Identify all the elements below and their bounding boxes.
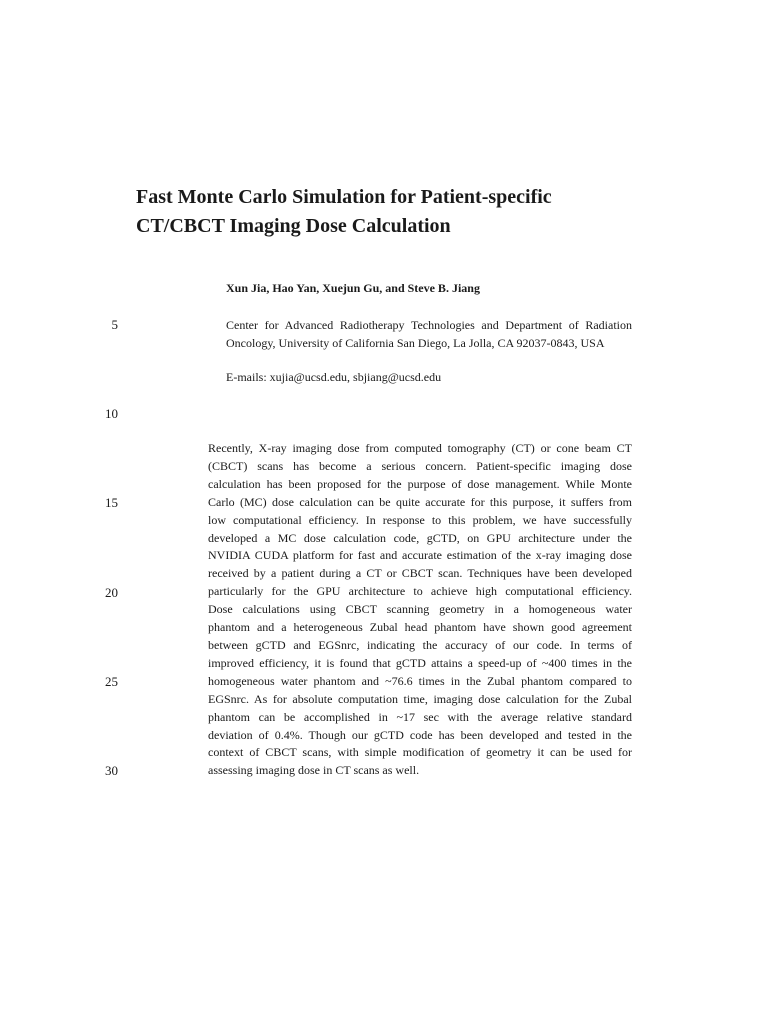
line-number: 15 — [105, 495, 118, 510]
author-list: Xun Jia, Hao Yan, Xuejun Gu, and Steve B. Jiang — [226, 281, 480, 295]
author-emails: E-mails: xujia@ucsd.edu, sbjiang@ucsd.edu — [226, 370, 442, 384]
line-number: 25 — [105, 674, 118, 689]
line-number: 10 — [105, 406, 118, 421]
abstract-line: received by a patient during a CT or CBCT scan. Techniques have been developed — [208, 566, 632, 581]
paper-title — [136, 183, 656, 241]
abstract — [208, 440, 632, 780]
abstract-line: context of CBCT scans, with simple modification of geometry it can be used for — [208, 745, 632, 760]
abstract-line: improved efficiency, it is found that gCTD attains a speed-up of ~400 times in the — [208, 655, 632, 670]
abstract-line: EGSnrc. As for absolute computation time, imaging dose calculation for the Zubal — [208, 691, 632, 706]
line-number: 20 — [105, 585, 118, 600]
abstract-line: Dose calculations using CBCT scanning geometry in a homogeneous water — [208, 602, 632, 617]
abstract-line: calculation has been proposed for the purpose of dose management. While Monte — [208, 476, 632, 491]
abstract-line: homogeneous water phantom and ~76.6 times in the Zubal phantom compared to — [208, 673, 632, 688]
abstract-line: Carlo (MC) dose calculation can be quite accurate for this purpose, it suffers from — [208, 494, 632, 509]
line-number: 30 — [105, 763, 118, 778]
title-line-2: CT/CBCT Imaging Dose Calculation — [136, 215, 451, 237]
abstract-line: assessing imaging dose in CT scans as well. — [208, 763, 420, 778]
abstract-line: NVIDIA CUDA platform for fast and accurate estimation of the x-ray imaging dose — [208, 548, 632, 563]
abstract-line: deviation of 0.4%. Though our gCTD code has been developed and tested in the — [208, 727, 632, 742]
abstract-line: Recently, X-ray imaging dose from computed tomography (CT) or cone beam CT — [208, 441, 632, 455]
abstract-line: between gCTD and EGSnrc, indicating the accuracy of our code. In terms of — [208, 637, 632, 652]
abstract-line: (CBCT) scans has become a serious concern. Patient-specific imaging dose — [208, 458, 632, 473]
abstract-line: phantom can be accomplished in ~17 sec with the average relative standard — [208, 709, 632, 724]
abstract-line: low computational efficiency. In response to this problem, we have successfully — [208, 512, 632, 527]
title-line-1: Fast Monte Carlo Simulation for Patient-specific — [136, 186, 552, 208]
affiliation: Center for Advanced Radiotherapy Technologies and Department of Radiation Oncology, University of California San Diego, La Jolla, CA 92037-0843, USA — [226, 318, 632, 350]
abstract-line: developed a MC dose calculation code, gCTD, on GPU architecture under the — [208, 530, 632, 545]
line-number: 5 — [111, 317, 118, 332]
abstract-line: phantom and a heterogeneous Zubal head phantom have shown good agreement — [208, 620, 632, 635]
abstract-line: particularly for the GPU architecture to achieve high computational efficiency. — [208, 584, 632, 599]
